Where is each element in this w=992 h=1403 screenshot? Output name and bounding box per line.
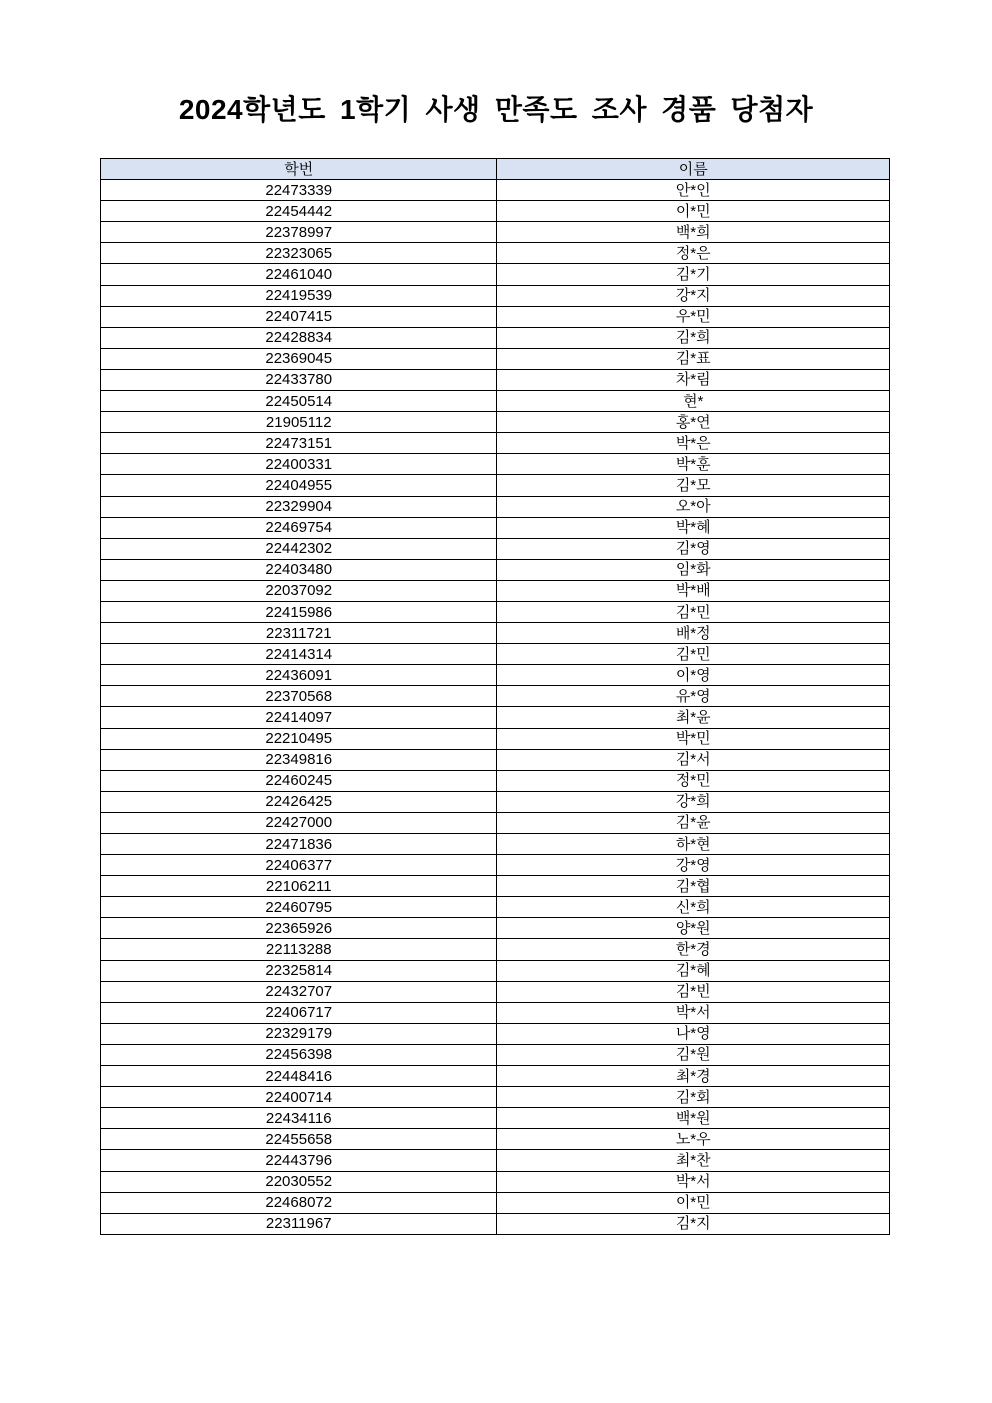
name-cell: 박*혜 [497,517,890,538]
table-row [101,454,890,475]
student-id-cell: 22436091 [101,665,497,686]
student-id-cell: 22432707 [101,981,497,1002]
table-row [101,601,890,622]
name-cell: 최*찬 [497,1150,890,1171]
student-id-cell: 22404955 [101,475,497,496]
student-id-cell: 22406717 [101,1002,497,1023]
table-row [101,1066,890,1087]
name-cell: 한*경 [497,939,890,960]
student-id-cell: 22414097 [101,707,497,728]
table-body [101,180,890,1235]
student-id-cell: 22461040 [101,264,497,285]
table-row [101,243,890,264]
name-cell: 오*아 [497,496,890,517]
student-id-cell: 22414314 [101,644,497,665]
name-cell: 박*은 [497,433,890,454]
table-row [101,918,890,939]
student-id-cell: 22106211 [101,876,497,897]
page-title: 2024학년도 1학기 사생 만족도 조사 경품 당첨자 [178,94,814,125]
name-cell: 박*서 [497,1171,890,1192]
name-cell: 김*모 [497,475,890,496]
student-id-cell: 22378997 [101,222,497,243]
student-id-cell: 22030552 [101,1171,497,1192]
table-row [101,496,890,517]
table-row [101,1213,890,1234]
student-id-cell: 22426425 [101,791,497,812]
name-cell: 박*배 [497,580,890,601]
name-cell: 하*현 [497,834,890,855]
table-row [101,433,890,454]
name-cell: 박*서 [497,1002,890,1023]
name-cell: 김*지 [497,1213,890,1234]
student-id-cell: 22329179 [101,1023,497,1044]
name-cell: 김*민 [497,644,890,665]
name-cell: 백*원 [497,1108,890,1129]
name-cell: 최*경 [497,1066,890,1087]
table-row [101,1023,890,1044]
student-id-cell: 22450514 [101,391,497,412]
name-cell: 백*희 [497,222,890,243]
name-cell: 이*민 [497,1192,890,1213]
table-row [101,1044,890,1065]
student-id-cell: 22428834 [101,327,497,348]
student-id-cell: 22443796 [101,1150,497,1171]
table-row [101,201,890,222]
name-cell: 김*희 [497,327,890,348]
table-row [101,1129,890,1150]
student-id-cell: 22460245 [101,770,497,791]
name-cell: 김*원 [497,1044,890,1065]
name-cell: 김*회 [497,1087,890,1108]
student-id-cell: 22442302 [101,538,497,559]
student-id-cell: 22329904 [101,496,497,517]
winners-table [100,158,890,1235]
table-row [101,876,890,897]
name-cell: 임*화 [497,559,890,580]
column-header-student-id: 학번 [101,159,497,180]
table-row [101,1150,890,1171]
table-row [101,264,890,285]
student-id-cell: 22403480 [101,559,497,580]
name-cell: 정*민 [497,770,890,791]
table-row [101,285,890,306]
name-cell: 김*윤 [497,812,890,833]
table-row [101,580,890,601]
student-id-cell: 22311967 [101,1213,497,1234]
table-row [101,897,890,918]
name-cell: 박*민 [497,728,890,749]
student-id-cell: 22454442 [101,201,497,222]
student-id-cell: 22473339 [101,180,497,201]
name-cell: 김*기 [497,264,890,285]
table-row [101,812,890,833]
table-row [101,855,890,876]
student-id-cell: 22469754 [101,517,497,538]
student-id-cell: 22427000 [101,812,497,833]
name-cell: 김*빈 [497,981,890,1002]
table-row [101,686,890,707]
student-id-cell: 22455658 [101,1129,497,1150]
student-id-cell: 22468072 [101,1192,497,1213]
name-cell: 김*민 [497,601,890,622]
student-id-cell: 22323065 [101,243,497,264]
table-row [101,306,890,327]
table-row [101,348,890,369]
table-row [101,559,890,580]
table-row [101,538,890,559]
table-row [101,327,890,348]
name-cell: 양*원 [497,918,890,939]
name-cell: 신*희 [497,897,890,918]
student-id-cell: 22471836 [101,834,497,855]
name-cell: 김*표 [497,348,890,369]
student-id-cell: 22433780 [101,369,497,390]
table-row [101,1192,890,1213]
name-cell: 안*인 [497,180,890,201]
table-row [101,369,890,390]
student-id-cell: 22400331 [101,454,497,475]
name-cell: 홍*연 [497,412,890,433]
table-row [101,960,890,981]
name-cell: 강*영 [497,855,890,876]
table-row [101,728,890,749]
table-row [101,644,890,665]
table-row [101,707,890,728]
table-row [101,981,890,1002]
table-row [101,834,890,855]
student-id-cell: 21905112 [101,412,497,433]
name-cell: 박*훈 [497,454,890,475]
name-cell: 최*윤 [497,707,890,728]
name-cell: 강*희 [497,791,890,812]
name-cell: 이*민 [497,201,890,222]
student-id-cell: 22456398 [101,1044,497,1065]
name-cell: 정*은 [497,243,890,264]
student-id-cell: 22311721 [101,623,497,644]
student-id-cell: 22113288 [101,939,497,960]
table-row [101,1002,890,1023]
student-id-cell: 22434116 [101,1108,497,1129]
table-row [101,222,890,243]
student-id-cell: 22400714 [101,1087,497,1108]
table-row [101,770,890,791]
table-row [101,475,890,496]
name-cell: 김*서 [497,749,890,770]
student-id-cell: 22460795 [101,897,497,918]
student-id-cell: 22473151 [101,433,497,454]
table-row [101,791,890,812]
table-row [101,939,890,960]
table-row [101,412,890,433]
table-row [101,391,890,412]
name-cell: 현* [497,391,890,412]
student-id-cell: 22325814 [101,960,497,981]
table-row [101,1087,890,1108]
name-cell: 김*협 [497,876,890,897]
name-cell: 차*림 [497,369,890,390]
student-id-cell: 22210495 [101,728,497,749]
table-row [101,1108,890,1129]
student-id-cell: 22369045 [101,348,497,369]
table-row [101,517,890,538]
column-header-name: 이름 [497,159,890,180]
student-id-cell: 22407415 [101,306,497,327]
student-id-cell: 22349816 [101,749,497,770]
name-cell: 김*영 [497,538,890,559]
student-id-cell: 22448416 [101,1066,497,1087]
student-id-cell: 22365926 [101,918,497,939]
name-cell: 강*지 [497,285,890,306]
student-id-cell: 22419539 [101,285,497,306]
name-cell: 이*영 [497,665,890,686]
table-row [101,1171,890,1192]
student-id-cell: 22406377 [101,855,497,876]
student-id-cell: 22037092 [101,580,497,601]
name-cell: 우*민 [497,306,890,327]
table-row [101,623,890,644]
table-row [101,749,890,770]
name-cell: 유*영 [497,686,890,707]
table-row [101,665,890,686]
name-cell: 노*우 [497,1129,890,1150]
student-id-cell: 22415986 [101,601,497,622]
name-cell: 배*정 [497,623,890,644]
student-id-cell: 22370568 [101,686,497,707]
table-row [101,180,890,201]
table-header-row [101,159,890,180]
name-cell: 나*영 [497,1023,890,1044]
name-cell: 김*혜 [497,960,890,981]
